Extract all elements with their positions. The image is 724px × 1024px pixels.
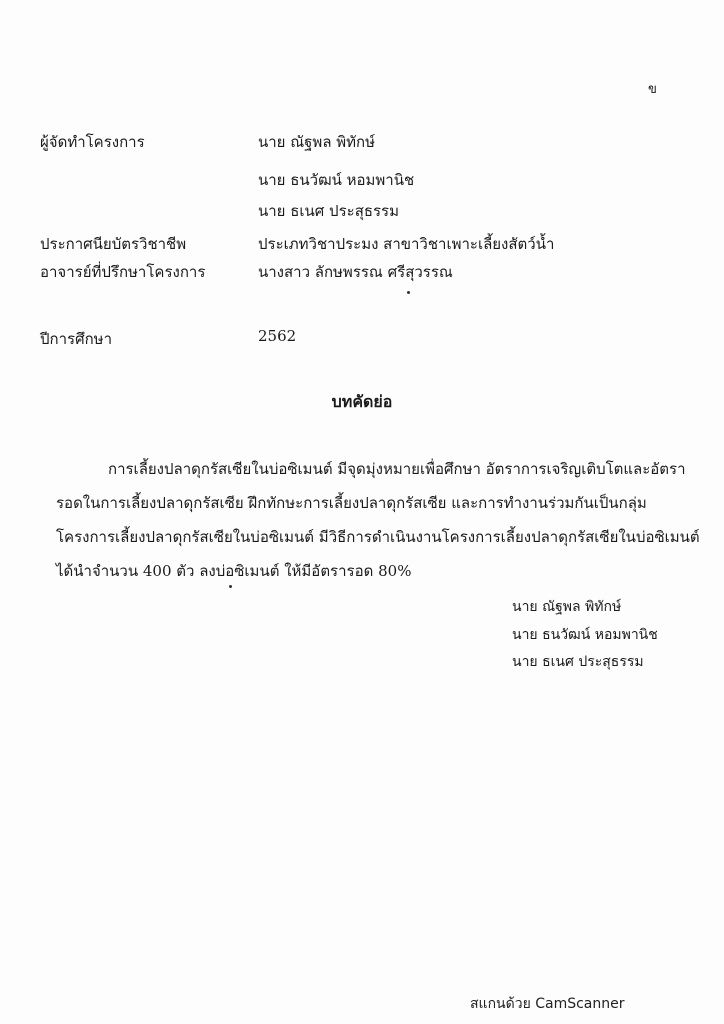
project-maker-1: นาย ณัฐพล พิทักษ์ xyxy=(258,133,376,151)
page-number: ข xyxy=(648,82,657,97)
scanner-watermark: สแกนด้วย CamScanner xyxy=(470,996,625,1012)
year-label: ปีการศึกษา xyxy=(40,330,112,348)
scan-speck xyxy=(229,585,232,588)
year-value: 2562 xyxy=(258,327,297,345)
abstract-line: โครงการเลี้ยงปลาดุกรัสเซียในบ่อซิเมนต์ มีวิธีการดำเนินงานโครงการเลี้ยงปลาดุกรัสเซียในบ่อซิเมนต์ xyxy=(56,528,700,546)
abstract-line: การเลี้ยงปลาดุกรัสเซียในบ่อซิเมนต์ มีจุดมุ่งหมายเพื่อศึกษา อัตราการเจริญเติบโตและอัตรา xyxy=(108,460,686,478)
project-maker-2: นาย ธนวัฒน์ หอมพานิช xyxy=(258,171,415,189)
advisor-label: อาจารย์ที่ปรึกษาโครงการ xyxy=(40,263,206,281)
abstract-line: ได้นำจำนวน 400 ตัว ลงบ่อซิเมนต์ ให้มีอัตรารอด 80% xyxy=(56,562,412,580)
certificate-label: ประกาศนียบัตรวิชาชีพ xyxy=(40,235,187,253)
signature-3: นาย ธเนศ ประสุธรรม xyxy=(512,654,644,670)
scan-speck xyxy=(407,291,410,294)
project-makers-label: ผู้จัดทำโครงการ xyxy=(40,133,145,151)
certificate-value: ประเภทวิชาประมง สาขาวิชาเพาะเลี้ยงสัตว์น้ำ xyxy=(258,235,555,253)
project-maker-3: นาย ธเนศ ประสุธรรม xyxy=(258,202,400,220)
abstract-paragraph xyxy=(56,452,700,588)
signature-1: นาย ณัฐพล พิทักษ์ xyxy=(512,599,622,615)
abstract-line: รอดในการเลี้ยงปลาดุกรัสเซีย ฝึกทักษะการเลี้ยงปลาดุกรัสเซีย และการทำงานร่วมกันเป็นกลุ่ม xyxy=(56,494,647,512)
signature-2: นาย ธนวัฒน์ หอมพานิช xyxy=(512,627,658,643)
abstract-heading: บทคัดย่อ xyxy=(331,392,393,411)
advisor-value: นางสาว ลักษพรรณ ศรีสุวรรณ xyxy=(258,263,453,281)
